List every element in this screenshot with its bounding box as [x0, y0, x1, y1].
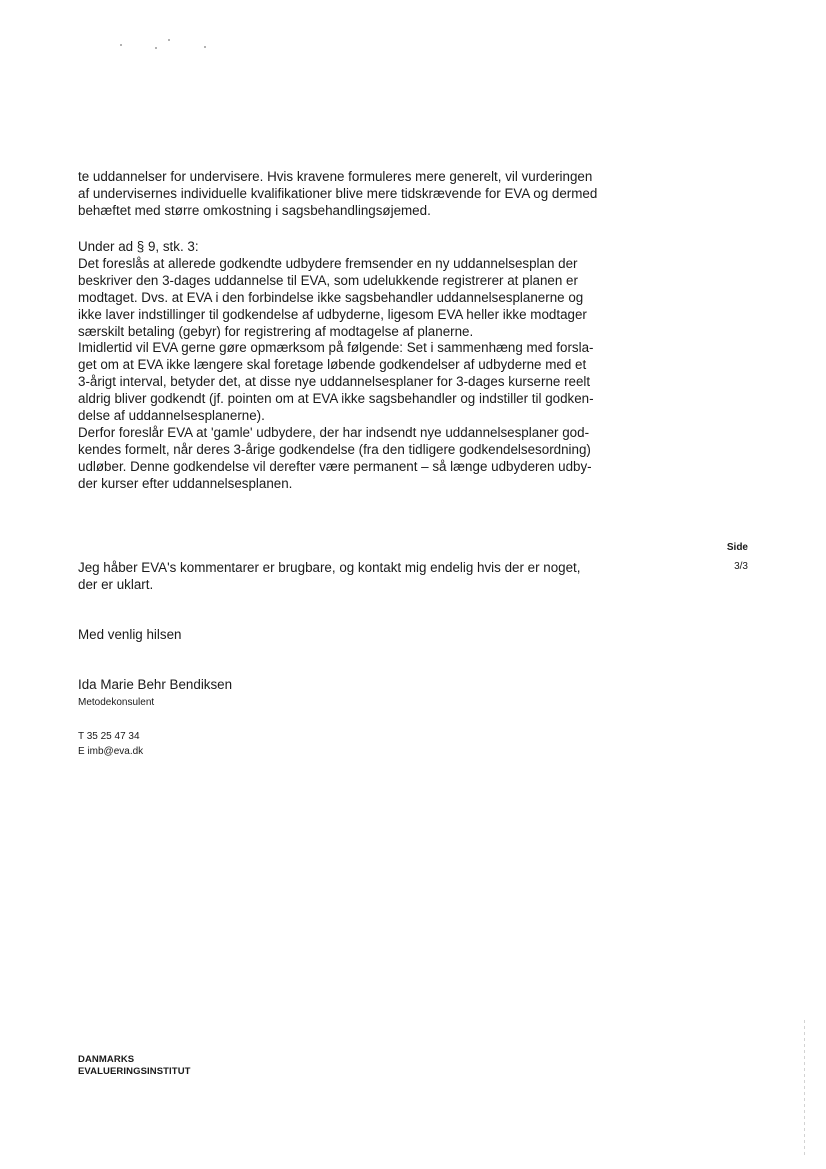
scan-speck — [155, 47, 157, 49]
email-address: E imb@eva.dk — [78, 745, 144, 757]
text-line: af undervisernes individuelle kvalifikationer blive mere tidskrævende for EVA og dermed — [78, 185, 598, 201]
text-line: modtaget. Dvs. at EVA i den forbindelse ikke sagsbehandler uddannelsesplanerne og — [78, 289, 584, 305]
scan-speck — [168, 39, 170, 41]
organization-line: DANMARKS — [78, 1054, 135, 1065]
page-label: Side — [726, 542, 748, 553]
text-line: der kurser efter uddannelsesplanen. — [78, 475, 293, 491]
text-line: aldrig bliver godkendt (jf. pointen om at EVA ikke sagsbehandler og indstiller til godken- — [78, 391, 594, 407]
text-line: ikke laver indstillinger til godkendelse af udbyderne, ligesom EVA heller ikke modtager — [78, 306, 587, 322]
text-line: Derfor foreslår EVA at 'gamle' udbydere, der har indsendt nye uddannelsesplaner god- — [78, 424, 590, 440]
signature-title: Metodekonsulent — [78, 697, 155, 708]
scan-speck — [204, 46, 206, 48]
text-line: Jeg håber EVA's kommentarer er brugbare, og kontakt mig endelig hvis der er noget, — [78, 560, 581, 575]
section-heading: Under ad § 9, stk. 3: — [78, 239, 199, 254]
scan-speck — [120, 44, 122, 46]
text-line: særskilt betaling (gebyr) for registrering af modtagelse af planerne. — [78, 323, 474, 339]
phone-number: T 35 25 47 34 — [78, 731, 140, 742]
text-line: delse af uddannelsesplanerne). — [78, 408, 265, 424]
text-line: te uddannelser for undervisere. Hvis kravene formuleres mere generelt, vil vurderingen — [78, 169, 593, 184]
text-line: 3-årigt interval, betyder det, at disse nye uddannelsesplaner for 3-dages kurserne reelt — [78, 374, 591, 390]
scan-edge-mark — [804, 1020, 805, 1155]
section-paragraph-9-3 — [78, 239, 623, 493]
text-line: beskriver den 3-dages uddannelse til EVA, som udelukkende registrerer at planen er — [78, 272, 578, 288]
text-line: udløber. Denne godkendelse vil derefter være permanent – så længe udbyderen udby- — [78, 458, 592, 474]
organization-name — [78, 1054, 191, 1077]
contact-info — [78, 730, 143, 759]
closing-paragraph — [78, 560, 623, 594]
page-number: 3/3 — [734, 561, 748, 572]
text-line: der er uklart. — [78, 576, 154, 592]
organization-line: EVALUERINGSINSTITUT — [78, 1065, 191, 1077]
text-line: get om at EVA ikke længere skal foretage løbende godkendelser af udbyderne med et — [78, 357, 587, 373]
text-line: kendes formelt, når deres 3-årige godkendelse (fra den tidligere godkendelsesordning) — [78, 441, 591, 457]
paragraph-continuation — [78, 169, 623, 220]
signature-name: Ida Marie Behr Bendiksen — [78, 677, 233, 692]
greeting: Med venlig hilsen — [78, 627, 182, 642]
text-line: Imidlertid vil EVA gerne gøre opmærksom på følgende: Set i sammenhæng med forsla- — [78, 340, 594, 356]
text-line: Det foreslås at allerede godkendte udbydere fremsender en ny uddannelsesplan der — [78, 255, 578, 271]
text-line: behæftet med større omkostning i sagsbehandlingsøjemed. — [78, 202, 431, 218]
scan-specks — [118, 38, 218, 52]
